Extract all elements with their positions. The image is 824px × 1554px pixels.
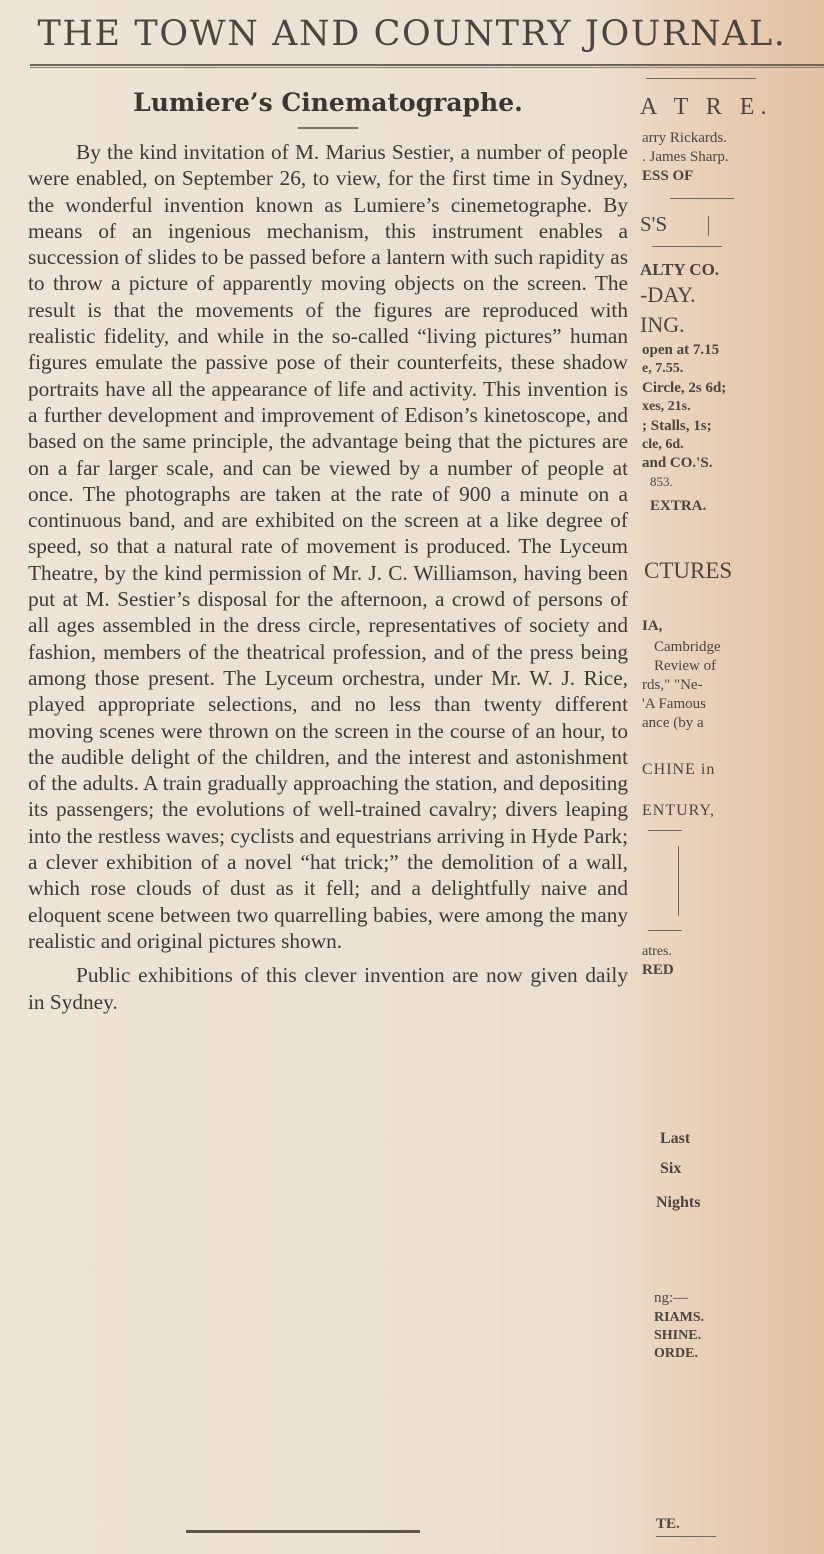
sidebar-rule: [648, 930, 682, 931]
sidebar-line: and CO.'S.: [642, 455, 713, 471]
masthead-rule-thin: [30, 67, 824, 68]
sidebar-line: S'S: [640, 212, 668, 236]
sidebar-line: ENTURY,: [642, 802, 715, 819]
sidebar-line: IA,: [642, 618, 663, 634]
sidebar-line: RED: [642, 962, 674, 978]
sidebar-rule: [708, 216, 709, 236]
sidebar-line: ng:—: [654, 1290, 689, 1306]
sidebar-line: ance (by a: [642, 715, 704, 731]
sidebar-line: Circle, 2s 6d;: [642, 380, 727, 396]
sidebar-line: open at 7.15: [642, 342, 720, 358]
sidebar-line: rds," "Ne-: [642, 677, 703, 693]
sidebar-line: Cambridge: [654, 639, 721, 655]
sidebar-rule: [648, 830, 682, 831]
sidebar-line: 'A Famous: [642, 696, 706, 712]
sidebar-line: SHINE.: [654, 1328, 702, 1343]
article-end-rule: [186, 1530, 420, 1533]
sidebar-rule: [646, 78, 756, 79]
sidebar-line: RIAMS.: [654, 1310, 705, 1325]
sidebar-line: TE.: [656, 1516, 680, 1532]
article-column: [28, 78, 628, 1015]
masthead-rule: [30, 64, 824, 66]
sidebar-rule: [678, 846, 679, 916]
sidebar-line: atres.: [642, 944, 672, 959]
sidebar-line: e, 7.55.: [642, 361, 684, 376]
sidebar-line: 853.: [650, 474, 673, 489]
sidebar-line: CTURES: [644, 558, 733, 583]
sidebar-line: ORDE.: [654, 1346, 698, 1361]
sidebar-line: -DAY.: [640, 282, 696, 307]
sidebar-line: ALTY CO.: [640, 260, 720, 279]
article-paragraph-1: By the kind invitation of M. Marius Sestier, a number of people were enabled, on September 26, to view, for the first time in Sydney, the wonderful invention known as Lumiere’s cinemetographe. By means of an ingenious mechanism, this instrument enables a succession of slides to be passed before a lantern with such rapidity as to throw a picture of apparently moving objects on the screen. The result is that the movements of the figures are reproduced with realistic fidelity, and while in the so-called “living pictures” human figures emulate the passive pose of their counterfeits, these shadow portraits have all the appearance of life and activity. This invention is a further development and improvement of Edison’s kinetoscope, and based on the same principle, the advantage being that the pictures are on a far larger scale, and can be viewed by a number of people at once. The photographs are taken at the rate of 900 a minute on a continuous band, and are exhibited on the screen at a like degree of speed, so that a natural rate of movement is produced. The Lyceum Theatre, by the kind permission of Mr. J. C. Williamson, having been put at M. Sestier’s disposal for the afternoon, a crowd of persons of all ages assembled in the dress circle, representatives of society and fashion, members of the theatrical profession, and of the press being among those present. The Lyceum orchestra, under Mr. W. J. Rice, played appropriate selections, and no less than twenty different moving scenes were thrown on the screen in the course of an hour, to the audible delight of the children, and the interest and astonishment of the adults. A train gradually approaching the station, and depositing its passengers; the evolutions of well-trained cavalry; divers leaping into the restless waves; cyclists and equestrians arriving in Hyde Park; a clever exhibition of a novel “hat trick;” the demolition of a wall, which rose clouds of dust as it fell; and a delightfully naive and eloquent scene between two quarrelling babies, were among the many realistic and original pictures shown.: [28, 140, 628, 953]
sidebar-line: arry Rickards.: [642, 130, 727, 146]
sidebar-line: Last: [660, 1130, 691, 1147]
masthead-title: THE TOWN AND COUNTRY JOURNAL.: [37, 14, 787, 54]
sidebar-rule: [652, 246, 722, 247]
sidebar-line: ESS OF: [642, 168, 694, 184]
sidebar-line: Nights: [656, 1194, 701, 1211]
sidebar-line: ING.: [640, 312, 685, 337]
adjacent-column-fragment: [636, 78, 824, 1554]
sidebar-line: EXTRA.: [650, 498, 707, 514]
headline-rule: [298, 127, 358, 129]
sidebar-rule: [656, 1536, 716, 1537]
sidebar-line: Review of: [654, 658, 717, 674]
sidebar-line: CHINE in: [642, 761, 716, 778]
sidebar-rule: [670, 198, 734, 199]
sidebar-line: cle, 6d.: [642, 437, 684, 452]
sidebar-line: xes, 21s.: [642, 399, 691, 414]
sidebar-line: A T R E.: [640, 94, 773, 120]
sidebar-line: ; Stalls, 1s;: [642, 418, 712, 434]
sidebar-line: Six: [660, 1160, 682, 1177]
article-paragraph-2: Public exhibitions of this clever invention are now given daily in Sydney.: [28, 963, 628, 1014]
sidebar-line: . James Sharp.: [642, 149, 729, 165]
article-headline: Lumiere’s Cinematographe.: [133, 88, 523, 117]
